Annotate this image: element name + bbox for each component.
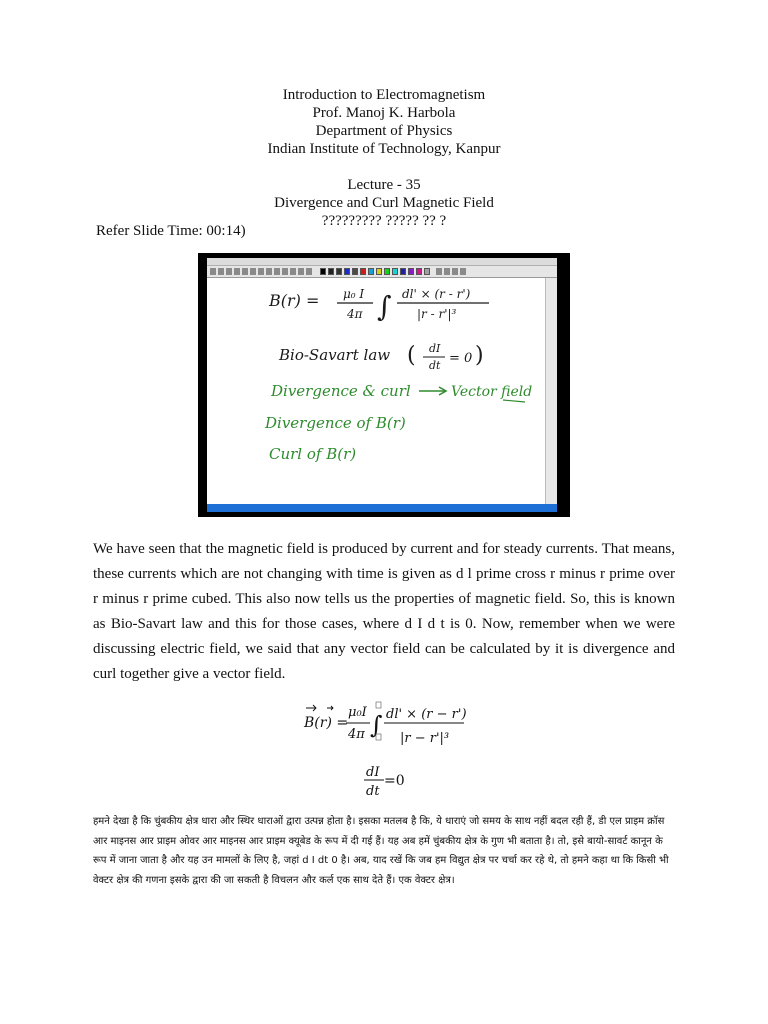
slide-toolbar bbox=[207, 266, 557, 278]
slide-scrollbar bbox=[545, 278, 557, 504]
slide-eq-coef-num: μ₀ I bbox=[343, 287, 365, 301]
eq1-den: |r − r'|³ bbox=[400, 731, 450, 746]
eq2-rhs: =0 bbox=[384, 773, 405, 789]
equation-biot-savart bbox=[300, 700, 470, 756]
slide-vector-field: Vector field bbox=[451, 384, 533, 400]
course-title: Introduction to Electromagnetism bbox=[282, 87, 486, 103]
slide-condition-den: dt bbox=[429, 359, 441, 372]
professor-name: Prof. Manoj K. Harbola bbox=[312, 105, 456, 121]
slide-menubar bbox=[207, 258, 557, 266]
slide-statusbar bbox=[207, 504, 557, 512]
svg-text:∫: ∫ bbox=[377, 290, 392, 323]
slide-bio-savart: Bio-Savart law bbox=[279, 346, 391, 364]
transcript-paragraph: We have seen that the magnetic field is produced by current and for steady currents. That means, these currents which are not changing with time is given as d l prime cross r minus r prime over r minus r prime cubed. This also now tells us the properties of magnetic field. So, this is known as Bio-Savart law and this for those cases, where d I d t is 0. Now, remember when we were discussing electric field, we said that any vector field can be calculated by it is divergence and curl together give a vector field. bbox=[93, 541, 675, 682]
eq2-den: dt bbox=[366, 784, 380, 799]
eq1-coef-den: 4π bbox=[348, 727, 365, 742]
slide-eq-lhs: B(r) = bbox=[269, 291, 320, 310]
lecture-topic: Divergence and Curl Magnetic Field bbox=[274, 195, 494, 211]
eq1-coef-num: μ₀I bbox=[348, 705, 367, 720]
svg-text:(: ( bbox=[407, 343, 416, 368]
lecture-number: Lecture - 35 bbox=[347, 177, 421, 193]
slide-div-of-b: Divergence of B(r) bbox=[265, 414, 406, 432]
slide-condition-rhs: = 0 bbox=[449, 351, 473, 366]
hindi-translation: हमने देखा है कि चुंबकीय क्षेत्र धारा और स्थिर धाराओं द्वारा उत्पन्न होता है। इसका मतलब है कि, ये धाराएं जो समय के साथ नहीं बदल रही हैं, डी एल प्राइम क्रॉस आर माइनस आर प्राइम ओवर आर माइनस आर प्राइम क्यूबेड के रूप में दी गई हैं। यह अब हमें चुंबकीय क्षेत्र के गुण भी बताता है। तो, इसे बायो-सावर्ट कानून के रूप में जाना जाता है और यह उन मामलों के लिए है, जहां d I dt 0 है। अब, याद रखें कि जब हम विद्युत क्षेत्र पर चर्चा कर रहे थे, तो हमने कहा था कि किसी भी वेक्टर क्षेत्र की गणना इसके द्वारा की जा सकती है विचलन और कर्ल एक साथ देते हैं। एक वेक्टर क्षेत्र। bbox=[93, 816, 669, 886]
department-name: Department of Physics bbox=[315, 123, 453, 139]
slide-eq-coef-den: 4π bbox=[347, 307, 363, 321]
slide-div-curl: Divergence & curl bbox=[271, 382, 411, 400]
garbled-hindi-title: ????????? ????? ?? ? bbox=[321, 213, 447, 229]
eq1-lhs: B(r) = bbox=[304, 715, 349, 731]
refer-slide-time: Refer Slide Time: 00:14) bbox=[96, 223, 246, 239]
institute-name: Indian Institute of Technology, Kanpur bbox=[267, 141, 501, 157]
equation-steady-current bbox=[364, 762, 424, 802]
slide-window bbox=[207, 258, 557, 512]
slide-eq-integrand-num: dl' × (r - r') bbox=[402, 287, 471, 301]
slide-canvas bbox=[207, 278, 545, 504]
document-header bbox=[0, 86, 768, 230]
slide-condition-num: dI bbox=[429, 342, 441, 355]
slide-curl-of-b: Curl of B(r) bbox=[269, 445, 357, 463]
eq1-num: dl' × (r − r') bbox=[386, 707, 467, 722]
lecture-slide-image bbox=[198, 253, 570, 517]
eq2-num: dI bbox=[366, 765, 380, 780]
svg-text:∫: ∫ bbox=[370, 711, 383, 739]
svg-text:): ) bbox=[475, 343, 484, 368]
slide-eq-integrand-den: |r - r'|³ bbox=[417, 307, 457, 321]
